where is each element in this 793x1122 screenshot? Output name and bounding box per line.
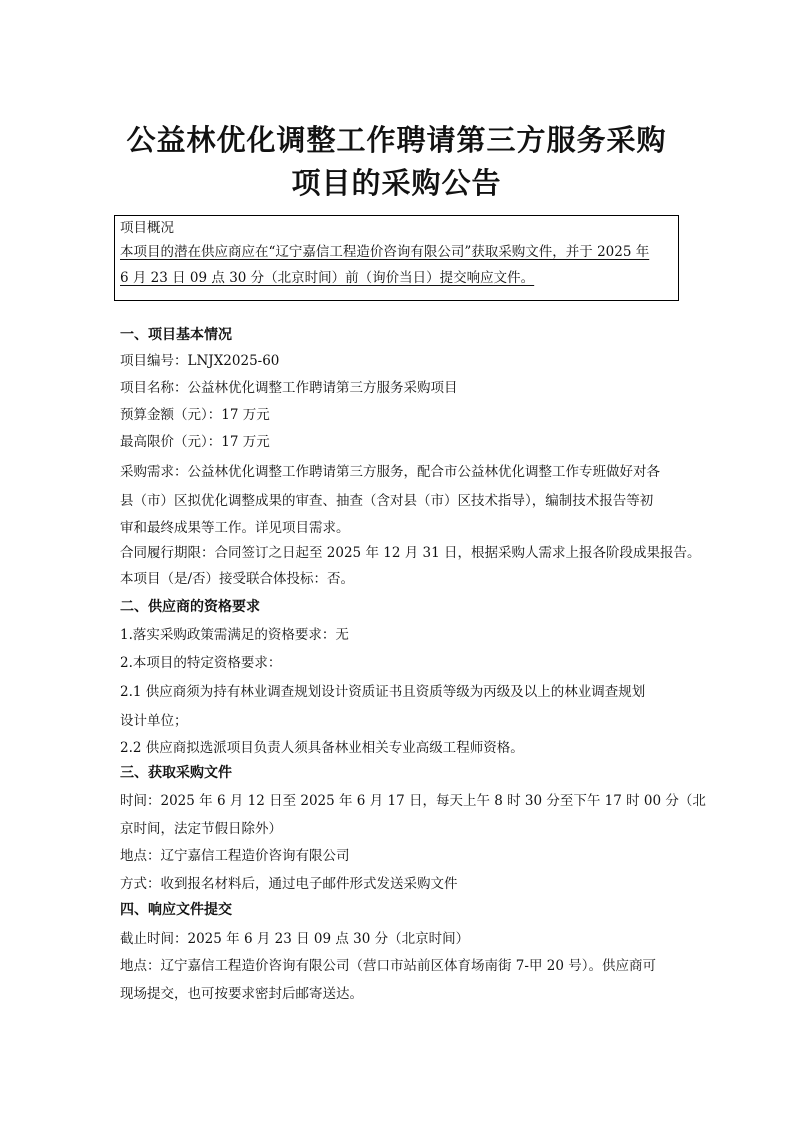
overview-line-1: 本项目的潜在供应商应在“辽宁嘉信工程造价咨询有限公司”获取采购文件，并于 2025 年 [120,244,650,260]
project-number: 项目编号：LNJX2025-60 [120,353,280,369]
overview-line-2: 6 月 23 日 09 点 30 分（北京时间）前（询价当日）提交响应文件。 [120,270,535,286]
requirement-line-2: 县（市）区拟优化调整成果的审查、抽查（含对县（市）区技术指导），编制技术报告等初 [120,493,654,509]
max-price: 最高限价（元）：17 万元 [120,434,270,450]
acquire-time-line-2: 京时间，法定节假日除外） [120,821,282,837]
section-3-heading: 三、获取采购文件 [120,765,232,781]
qualification-1: 1.落实采购政策需满足的资格要求：无 [120,627,349,643]
qualification-2-1-line-1: 2.1 供应商须为持有林业调查规划设计资质证书且资质等级为丙级及以上的林业调查规划 [120,684,646,700]
budget-amount: 预算金额（元）：17 万元 [120,407,270,423]
submission-location-line-1: 地点：辽宁嘉信工程造价咨询有限公司（营口市站前区体育场南街 7-甲 20 号）。供应商可 [120,958,656,974]
overview-heading: 项目概况 [120,220,174,236]
qualification-2-1-line-2: 设计单位； [120,713,188,729]
acquire-location: 地点：辽宁嘉信工程造价咨询有限公司 [120,848,350,864]
qualification-2: 2.本项目的特定资格要求： [120,655,282,671]
acquire-time-line-1: 时间：2025 年 6 月 12 日至 2025 年 6 月 17 日，每天上午 8 时 30 分至下午 17 时 00 分（北 [120,793,706,809]
acquire-method: 方式：收到报名材料后，通过电子邮件形式发送采购文件 [120,876,458,892]
consortium-bidding: 本项目（是/否）接受联合体投标：否。 [120,571,355,587]
requirement-line-1: 采购需求：公益林优化调整工作聘请第三方服务，配合市公益林优化调整工作专班做好对各 [120,464,660,480]
requirement-line-3: 审和最终成果等工作。详见项目需求。 [120,520,350,536]
section-4-heading: 四、响应文件提交 [120,902,232,918]
document-title-line-2: 项目的采购公告 [291,166,502,200]
contract-period: 合同履行期限：合同签订之日起至 2025 年 12 月 31 日，根据采购人需求上报各阶段成果报告。 [120,545,701,561]
submission-location-line-2: 现场提交，也可按要求密封后邮寄送达。 [120,986,363,1002]
project-name: 项目名称：公益林优化调整工作聘请第三方服务采购项目 [120,380,458,396]
submission-deadline: 截止时间：2025 年 6 月 23 日 09 点 30 分（北京时间） [120,931,470,947]
overview-box [114,215,679,301]
section-2-heading: 二、供应商的资格要求 [120,599,260,615]
qualification-2-2: 2.2 供应商拟选派项目负责人须具备林业相关专业高级工程师资格。 [120,740,524,756]
document-title-line-1: 公益林优化调整工作聘请第三方服务采购 [126,123,667,157]
section-1-heading: 一、项目基本情况 [120,327,232,343]
